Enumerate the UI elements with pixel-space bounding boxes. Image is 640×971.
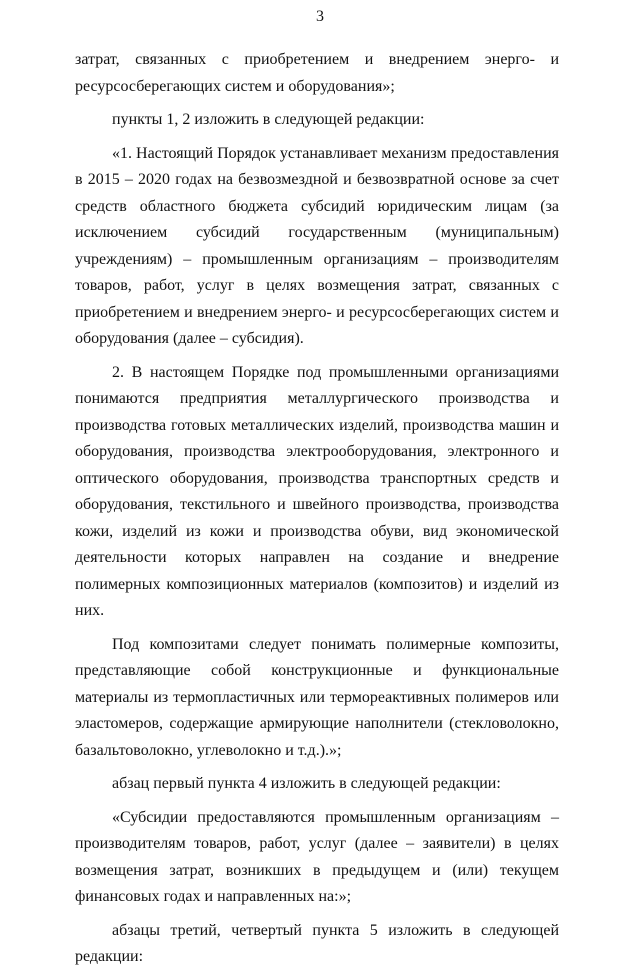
- document-body: [75, 47, 559, 971]
- paragraph-composites-definition: Под композитами следует понимать полимерные композиты, представляющие собой конструкционные и функциональные материалы из термопластичных или термореактивных полимеров или эластомеров, содержащие армирующие наполнители (стекловолокно, базальтоволокно, углеволокно и т.д.).»;: [75, 635, 559, 759]
- paragraph-item-1: «1. Настоящий Порядок устанавливает механизм предоставления в 2015 – 2020 годах на безвозмездной и безвозвратной основе за счет средств областного бюджета субсидий юридическим лицам (за исключением субсидий государственным (муниципальным) учреждениям) – промышленным организациям – производителям товаров, работ, услуг в целях возмещения затрат, связанных с приобретением и внедрением энерго- и ресурсосберегающих систем и оборудования (далее – субсидия).: [75, 144, 559, 347]
- paragraph-amendment-intro: пункты 1, 2 изложить в следующей редакции:: [112, 111, 425, 128]
- paragraph-item-5-intro: абзацы третий, четвертый пункта 5 изложить в следующей редакции:: [75, 921, 559, 965]
- paragraph-subsidies: «Субсидии предоставляются промышленным организациям – производителям товаров, работ, услуг (далее – заявители) в целях возмещения затрат, возникших в предыдущем и (или) текущем финансовых годах и направленных на:»;: [75, 808, 559, 905]
- paragraph-continuation: затрат, связанных с приобретением и внедрением энерго- и ресурсосберегающих систем и оборудования»;: [75, 51, 559, 95]
- paragraph-item-2: 2. В настоящем Порядке под промышленными организациями понимаются предприятия металлургического производства и производства готовых металлических изделий, производства машин и оборудования, производства электрооборудования, электронного и оптического оборудования, производства транспортных средств и оборудования, текстильного и швейного производства, производства кожи, изделий из кожи и производства обуви, вид экономической деятельности которых направлен на создание и внедрение полимерных композиционных материалов (композитов) и изделий из них.: [75, 363, 559, 619]
- page-number: 3: [316, 8, 324, 25]
- paragraph-item-4-intro: абзац первый пункта 4 изложить в следующей редакции:: [112, 775, 501, 792]
